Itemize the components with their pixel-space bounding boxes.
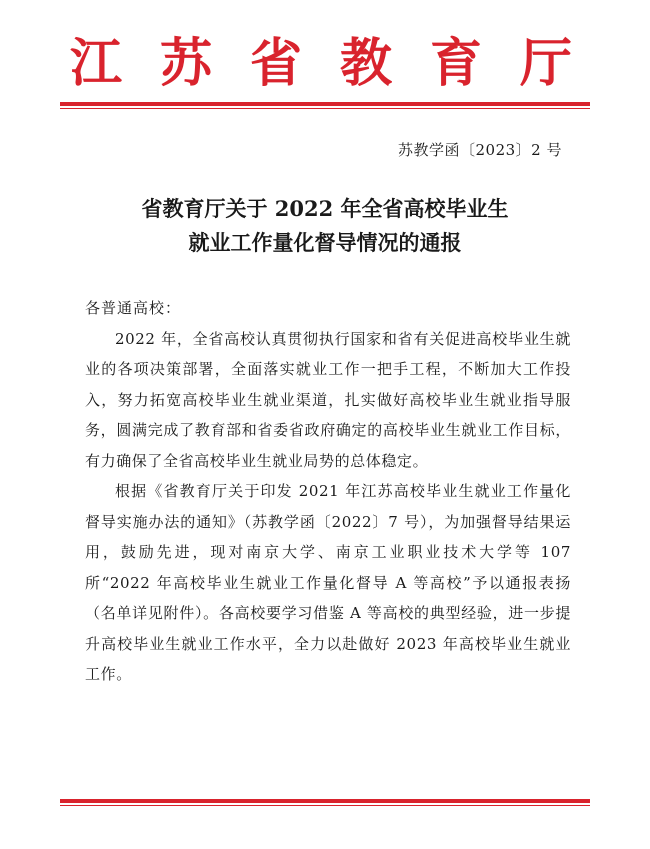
- divider-thick-line: [60, 799, 590, 803]
- document-title: [0, 192, 650, 260]
- document-body: [85, 293, 571, 690]
- letterhead-title: 江苏省教育厅: [69, 33, 610, 94]
- divider-thin-line: [60, 108, 590, 109]
- title-line-1: 省教育厅关于 2022 年全省高校毕业生: [141, 196, 509, 221]
- title-line-2: 就业工作量化督导情况的通报: [188, 230, 462, 255]
- body-paragraph-2: 根据《省教育厅关于印发 2021 年江苏高校毕业生就业工作量化督导实施办法的通知》（苏教学函〔2022〕7 号），为加强督导结果运用，鼓励先进，现对南京大学、南京工业职业技术大学等 107 所“2022 年高校毕业生就业工作量化督导 A 等高校”予以通报表扬（名单详见附件）。各高校要学习借鉴 A 等高校的典型经验，进一步提升高校毕业生就业工作水平，全力以赴做好 2023 年高校毕业生就业工作。: [85, 482, 571, 683]
- letterhead-divider-top: [60, 102, 590, 111]
- body-paragraph-1: 2022 年，全省高校认真贯彻执行国家和省有关促进高校毕业生就业的各项决策部署，全面落实就业工作一把手工程，不断加大工作投入，努力拓宽高校毕业生就业渠道，扎实做好高校毕业生就业指导服务，圆满完成了教育部和省委省政府确定的高校毕业生就业工作目标，有力确保了全省高校毕业生就业局势的总体稳定。: [85, 329, 571, 470]
- document-number: 苏教学函〔2023〕2 号: [398, 141, 562, 159]
- footer-divider: [60, 799, 590, 808]
- salutation: 各普通高校：: [85, 299, 182, 317]
- divider-thick-line: [60, 102, 590, 106]
- divider-thin-line: [60, 805, 590, 806]
